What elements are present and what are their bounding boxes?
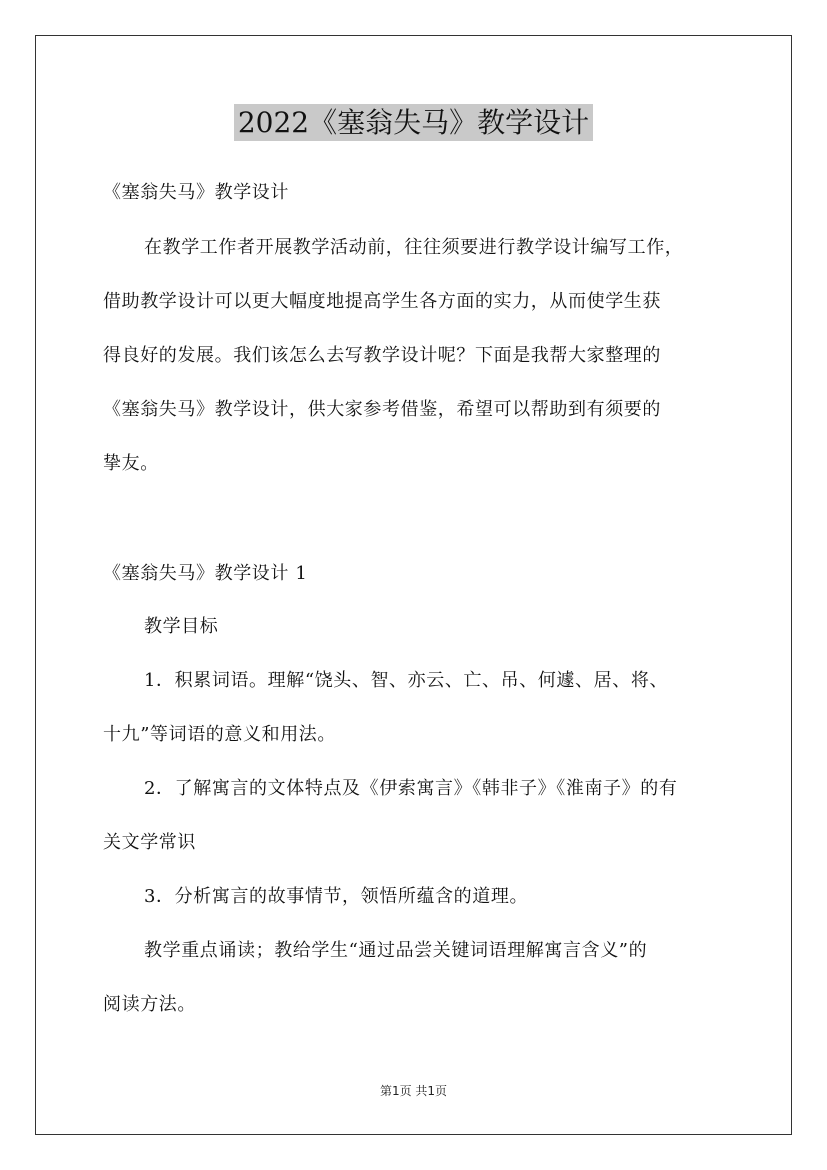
paragraph-line: 阅读方法。: [103, 994, 196, 1015]
section-heading: 《塞翁失马》教学设计 1: [103, 563, 308, 584]
paragraph-line: 1．积累词语。理解“饶头、智、亦云、亡、吊、何遽、居、将、: [144, 670, 669, 691]
paragraph-line: 得良好的发展。我们该怎么去写教学设计呢？下面是我帮大家整理的: [103, 345, 661, 366]
paragraph-line: 十九”等词语的意义和用法。: [103, 724, 337, 745]
subheading: 教学目标: [144, 616, 219, 637]
section-heading: 《塞翁失马》教学设计: [103, 182, 289, 203]
paragraph-line: 3．分析寓言的故事情节，领悟所蕴含的道理。: [144, 886, 529, 907]
document-title-text: 2022《塞翁失马》教学设计: [234, 104, 593, 141]
document-title: [0, 100, 827, 146]
paragraph-line: 借助教学设计可以更大幅度地提高学生各方面的实力，从而使学生获: [103, 291, 661, 312]
paragraph-line: 教学重点诵读；教给学生“通过品尝关键词语理解寓言含义”的: [144, 940, 648, 961]
paragraph-line: 挚友。: [103, 453, 159, 474]
paragraph-line: 在教学工作者开展教学活动前，往往须要进行教学设计编写工作，: [144, 237, 684, 258]
page-footer: 第1页 共1页: [379, 1084, 448, 1098]
paragraph-line: 《塞翁失马》教学设计，供大家参考借鉴，希望可以帮助到有须要的: [103, 399, 661, 420]
paragraph-line: 2．了解寓言的文体特点及《伊索寓言》《韩非子》《淮南子》的有: [144, 778, 678, 799]
paragraph-line: 关文学常识: [103, 832, 196, 853]
